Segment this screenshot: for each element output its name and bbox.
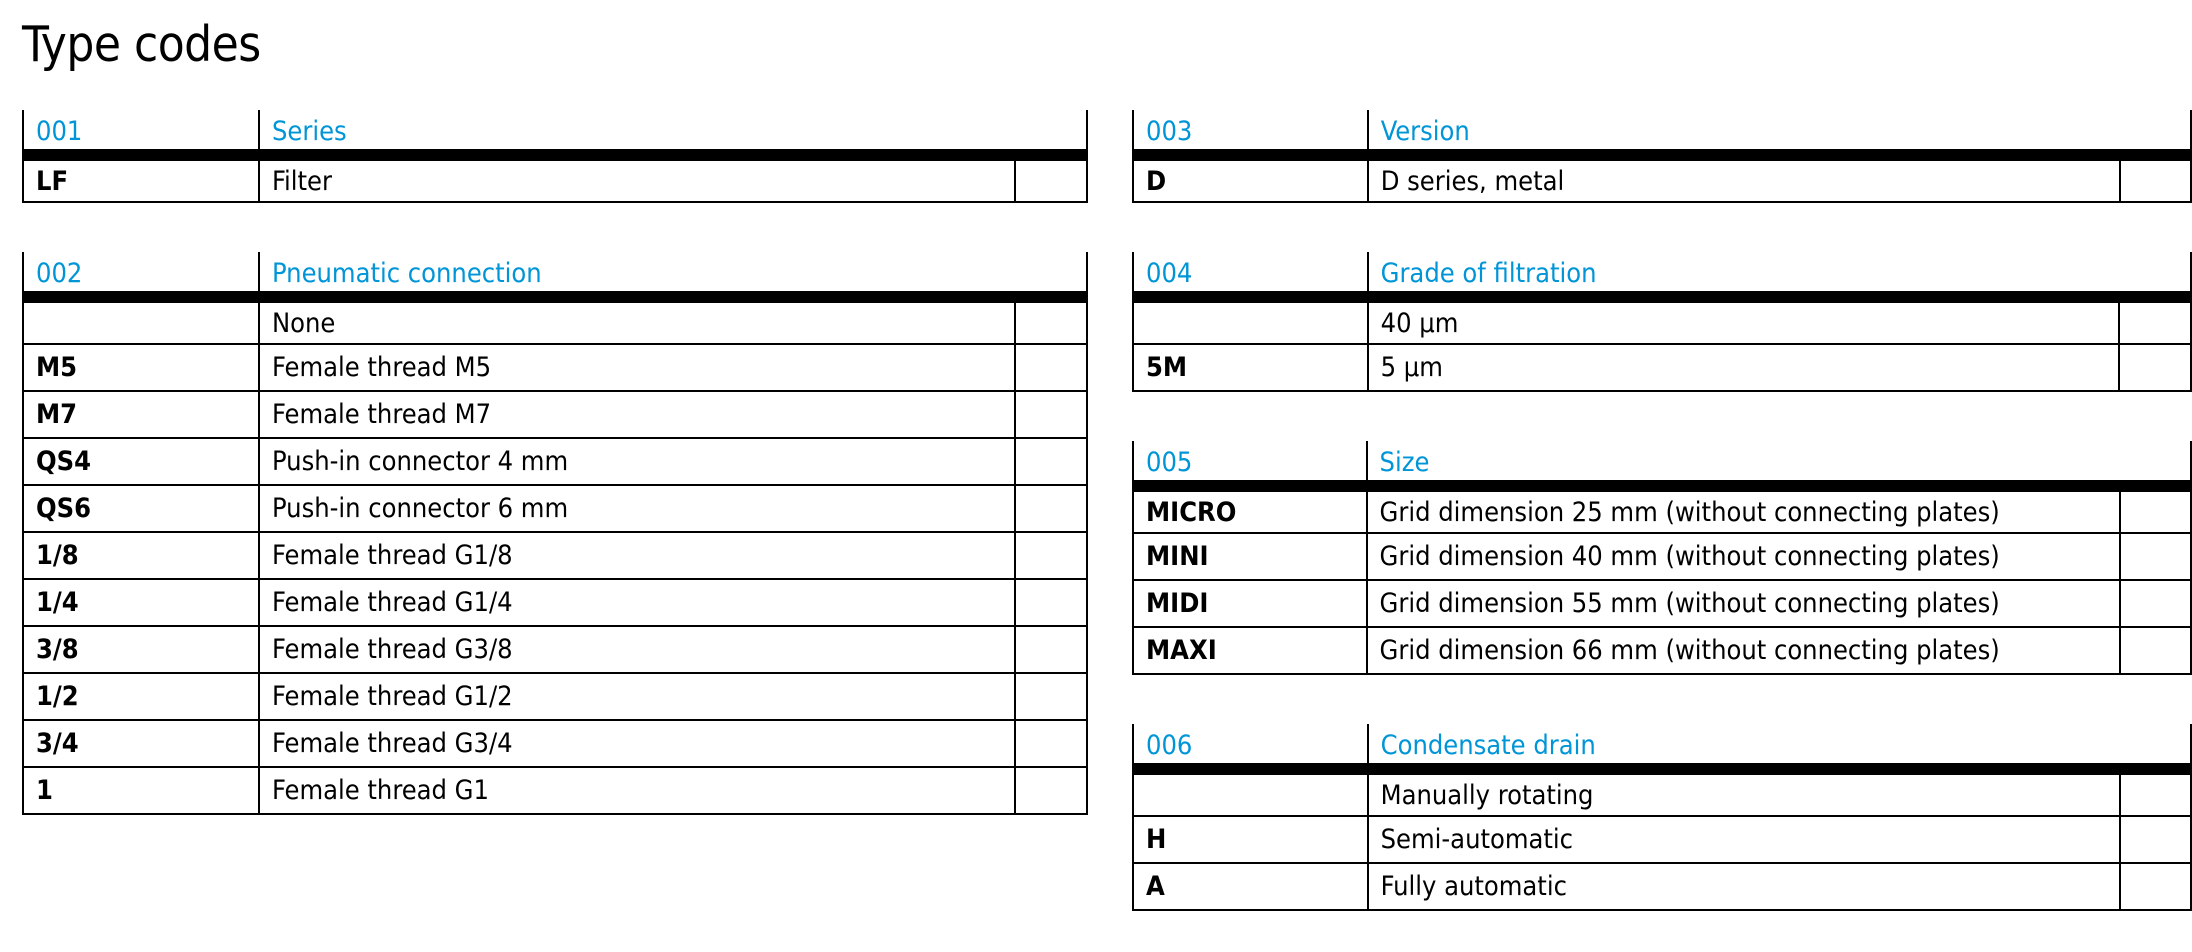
option-code [1133,297,1368,344]
section-code: 004 [1133,252,1368,297]
option-checkbox-cell [1015,155,1087,202]
option-description: Female thread M5 [259,344,1015,391]
option-description: D series, metal [1368,155,2120,202]
option-code: 1/2 [23,673,259,720]
option-description: Female thread G3/4 [259,720,1015,767]
table-row [1133,344,2191,391]
option-checkbox-cell [1015,391,1087,438]
option-code: MINI [1133,533,1367,580]
option-description: Female thread M7 [259,391,1015,438]
section-code: 003 [1133,110,1368,155]
option-description: 40 µm [1368,297,2120,344]
option-checkbox-cell [1015,532,1087,579]
option-description: Female thread G1 [259,767,1015,814]
option-checkbox-cell [1015,720,1087,767]
option-code [23,297,259,344]
option-description: Fully automatic [1368,863,2120,910]
table-size [1132,441,2192,675]
option-code: 5M [1133,344,1368,391]
table-row [23,155,1087,202]
option-checkbox-cell [1015,344,1087,391]
table-row [1133,863,2191,910]
table-row [1133,155,2191,202]
option-code: M7 [23,391,259,438]
table-row [1133,627,2191,674]
table-row [23,391,1087,438]
option-code: LF [23,155,259,202]
option-description: 5 µm [1368,344,2120,391]
page-title: Type codes [22,16,261,73]
option-description: Female thread G1/4 [259,579,1015,626]
table-header-row [1133,441,2191,486]
option-checkbox-cell [1015,767,1087,814]
option-checkbox-cell [2120,769,2191,816]
option-description: Grid dimension 25 mm (without connecting plates) [1367,486,2121,533]
option-description: Grid dimension 40 mm (without connecting plates) [1367,533,2121,580]
option-checkbox-cell [2120,486,2191,533]
section-title: Version [1368,110,2191,155]
table-grade-of-filtration [1132,252,2192,392]
section-title: Series [259,110,1087,155]
option-checkbox-cell [1015,438,1087,485]
option-code: 3/8 [23,626,259,673]
option-checkbox-cell [1015,626,1087,673]
option-code [1133,769,1368,816]
option-description: Semi-automatic [1368,816,2120,863]
option-checkbox-cell [2120,155,2191,202]
table-version [1132,110,2192,203]
option-checkbox-cell [1015,579,1087,626]
table-row [1133,769,2191,816]
option-code: MIDI [1133,580,1367,627]
option-checkbox-cell [2120,580,2191,627]
option-description: Push-in connector 6 mm [259,485,1015,532]
option-description: None [259,297,1015,344]
table-row [23,767,1087,814]
option-description: Female thread G3/8 [259,626,1015,673]
section-code: 001 [23,110,259,155]
option-code: M5 [23,344,259,391]
section-title: Condensate drain [1368,724,2191,769]
option-description: Female thread G1/2 [259,673,1015,720]
table-row [1133,533,2191,580]
table-row [23,438,1087,485]
table-row [1133,580,2191,627]
table-row [1133,297,2191,344]
table-header-row [23,252,1087,297]
option-checkbox-cell [2120,863,2191,910]
option-code: 1/8 [23,532,259,579]
option-code: 1 [23,767,259,814]
option-description: Filter [259,155,1015,202]
option-code: H [1133,816,1368,863]
table-row [1133,486,2191,533]
table-header-row [23,110,1087,155]
option-checkbox-cell [2120,533,2191,580]
option-checkbox-cell [1015,485,1087,532]
table-header-row [1133,252,2191,297]
table-row [23,485,1087,532]
option-code: MAXI [1133,627,1367,674]
option-checkbox-cell [2120,627,2191,674]
option-description: Grid dimension 55 mm (without connecting plates) [1367,580,2121,627]
option-code: 3/4 [23,720,259,767]
table-pneumatic-connection [22,252,1088,815]
section-code: 002 [23,252,259,297]
table-row [23,532,1087,579]
table-row [23,673,1087,720]
table-header-row [1133,724,2191,769]
option-checkbox-cell [1015,673,1087,720]
section-code: 005 [1133,441,1367,486]
section-code: 006 [1133,724,1368,769]
section-title: Grade of filtration [1368,252,2191,297]
option-description: Manually rotating [1368,769,2120,816]
table-row [23,720,1087,767]
option-checkbox-cell [2120,816,2191,863]
option-checkbox-cell [2119,344,2191,391]
table-header-row [1133,110,2191,155]
table-condensate-drain [1132,724,2192,911]
table-row [23,297,1087,344]
option-checkbox-cell [1015,297,1087,344]
option-code: QS6 [23,485,259,532]
option-code: MICRO [1133,486,1367,533]
option-code: A [1133,863,1368,910]
table-series [22,110,1088,203]
option-checkbox-cell [2119,297,2191,344]
option-code: QS4 [23,438,259,485]
option-description: Female thread G1/8 [259,532,1015,579]
option-code: 1/4 [23,579,259,626]
table-row [23,626,1087,673]
section-title: Size [1367,441,2191,486]
section-title: Pneumatic connection [259,252,1087,297]
table-row [23,344,1087,391]
option-code: D [1133,155,1368,202]
table-row [23,579,1087,626]
option-description: Push-in connector 4 mm [259,438,1015,485]
option-description: Grid dimension 66 mm (without connecting plates) [1367,627,2121,674]
table-row [1133,816,2191,863]
